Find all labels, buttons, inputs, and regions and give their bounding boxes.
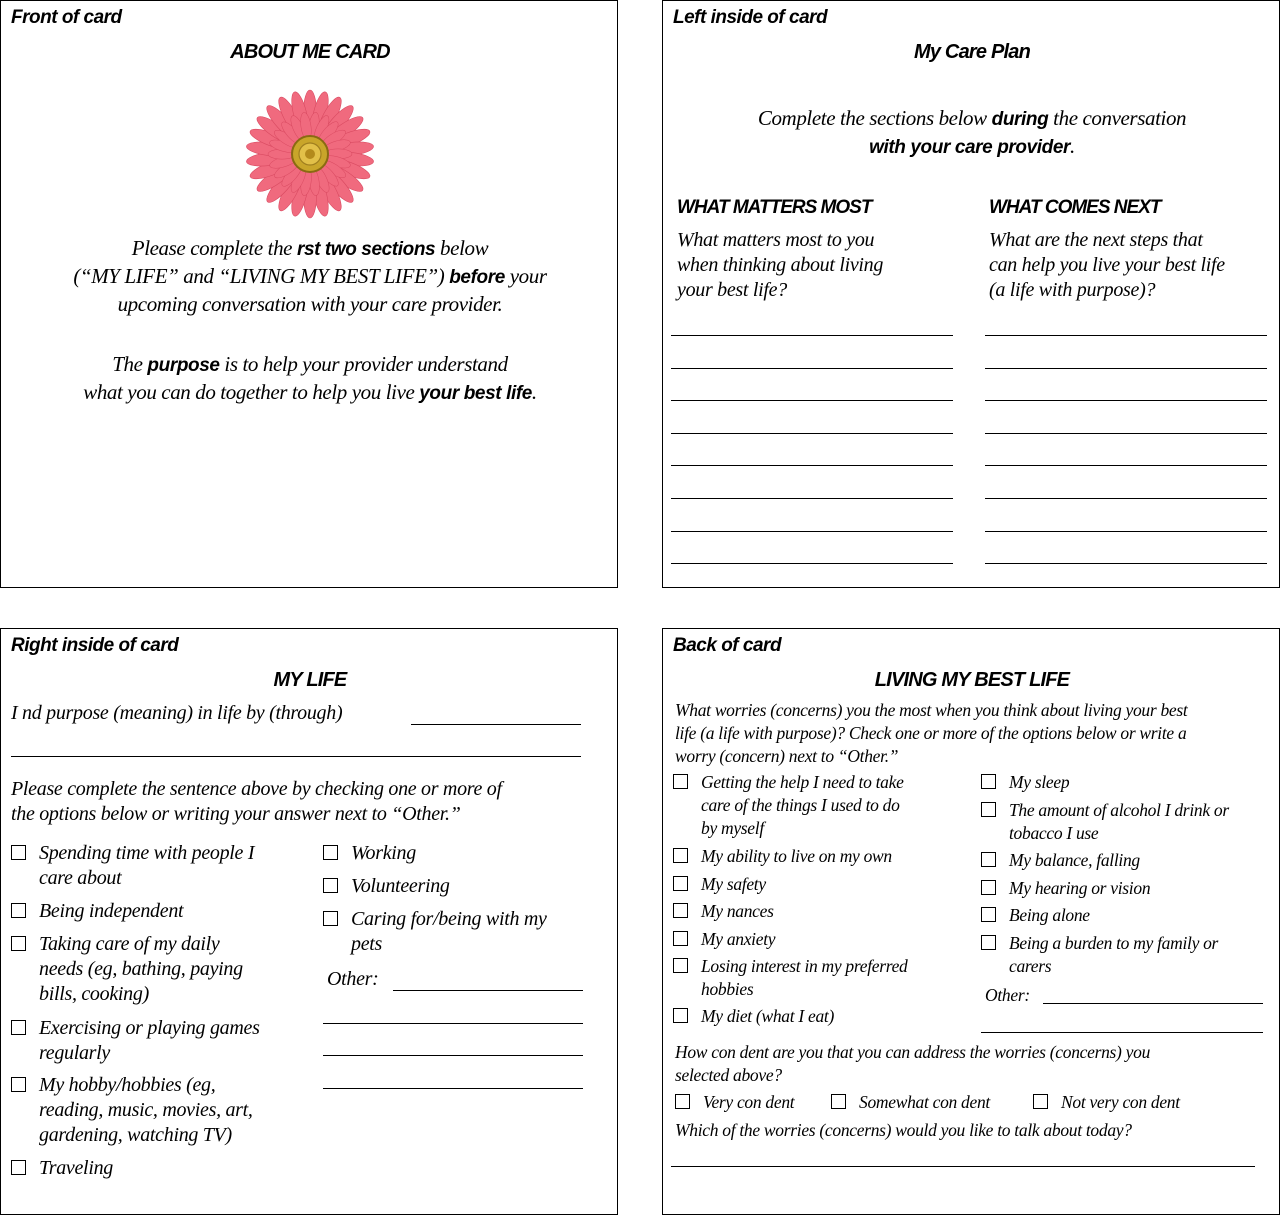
instruction-line: Please complete the sentence above by checking one or more of xyxy=(11,778,502,800)
option-label xyxy=(981,849,1140,872)
intro-text: the conversation xyxy=(1048,106,1187,130)
checkbox[interactable] xyxy=(11,1160,26,1175)
option-line: by myself xyxy=(701,818,764,838)
option-label xyxy=(673,955,908,1001)
option-line: hobbies xyxy=(701,979,754,999)
what-matters-heading: WHAT MATTERS MOST xyxy=(677,197,872,218)
checkbox[interactable] xyxy=(981,880,996,895)
intro-bold: during xyxy=(991,109,1049,130)
option-line: care of the things I used to do xyxy=(701,795,900,815)
back-of-card-panel xyxy=(662,628,1280,1215)
card-title: My Care Plan xyxy=(913,41,1030,63)
other-answer-line[interactable] xyxy=(323,1088,583,1089)
option-line: Exercising or playing games xyxy=(39,1017,260,1039)
option-line: tobacco I use xyxy=(1009,823,1099,843)
option-line: Losing interest in my preferred xyxy=(701,956,908,976)
option-line: Getting the help I need to take xyxy=(701,772,904,792)
instruction-line: the options below or writing your answer next to “Other.” xyxy=(11,803,461,825)
option-line: regularly xyxy=(39,1042,110,1064)
option-label xyxy=(11,841,254,891)
option-label xyxy=(11,932,243,1007)
question-line: What are the next steps that xyxy=(989,229,1203,251)
checkbox[interactable] xyxy=(673,931,688,946)
what-comes-next-question xyxy=(989,228,1225,303)
purpose-answer-line[interactable] xyxy=(411,724,581,725)
care-plan-intro xyxy=(663,105,1280,161)
other-answer-line[interactable] xyxy=(323,1023,583,1024)
confidence-question xyxy=(675,1041,1150,1087)
option-line: carers xyxy=(1009,956,1052,976)
my-life-option[interactable] xyxy=(11,1073,253,1148)
writing-line[interactable] xyxy=(985,531,1267,532)
panel-label: Right inside of card xyxy=(11,635,179,656)
option-line: My hobby/hobbies (eg, xyxy=(39,1074,216,1096)
option-line: My ability to live on my own xyxy=(701,846,892,866)
option-line: Being alone xyxy=(1009,905,1090,925)
other-answer-line[interactable] xyxy=(323,1055,583,1056)
option-line: Spending time with people I xyxy=(39,842,255,864)
option-line: pets xyxy=(351,933,383,955)
option-label xyxy=(673,1005,834,1028)
option-line: My hearing or vision xyxy=(1009,878,1151,898)
purpose-prompt: I nd purpose (meaning) in life by (through) xyxy=(11,702,343,724)
worry-option[interactable] xyxy=(673,928,775,951)
purpose-text: is to help your provider understand xyxy=(219,352,508,376)
checkbox[interactable] xyxy=(323,911,338,926)
purpose-text: . xyxy=(531,380,537,404)
writing-line[interactable] xyxy=(671,563,953,564)
instr-text: upcoming conversation with your care provider. xyxy=(117,292,503,316)
my-life-option[interactable] xyxy=(11,1016,260,1066)
option-label xyxy=(981,932,1218,978)
option-label xyxy=(11,1016,260,1066)
option-line: My anxiety xyxy=(701,929,776,949)
option-line: bills, cooking) xyxy=(39,983,149,1005)
purpose-text: The xyxy=(112,352,148,376)
worry-option[interactable] xyxy=(673,873,766,896)
option-label xyxy=(981,904,1090,927)
checkbox[interactable] xyxy=(831,1094,846,1109)
writing-line[interactable] xyxy=(985,498,1267,499)
question-line: How con dent are you that you can address the worries (concerns) you xyxy=(675,1042,1151,1062)
question-line: What matters most to you xyxy=(677,229,875,251)
checkbox[interactable] xyxy=(675,1094,690,1109)
right-inside-panel xyxy=(0,628,618,1215)
option-label xyxy=(323,874,450,899)
worry-option[interactable] xyxy=(981,904,1090,927)
option-line: Being a burden to my family or xyxy=(1009,933,1219,953)
gerbera-daisy-icon xyxy=(245,89,375,219)
checkbox[interactable] xyxy=(981,907,996,922)
option-label xyxy=(11,899,183,924)
option-label xyxy=(673,928,775,951)
checkbox[interactable] xyxy=(11,903,26,918)
confidence-option-somewhat[interactable] xyxy=(831,1091,990,1114)
option-line: My balance, falling xyxy=(1009,850,1140,870)
other-label: Other: xyxy=(327,968,379,990)
writing-line[interactable] xyxy=(671,335,953,336)
confidence-option-not-very[interactable] xyxy=(1033,1091,1180,1114)
checkbox[interactable] xyxy=(1033,1094,1048,1109)
option-line: reading, music, movies, art, xyxy=(39,1099,253,1121)
worry-option[interactable] xyxy=(981,932,1218,978)
checkbox[interactable] xyxy=(11,1077,26,1092)
checkbox[interactable] xyxy=(11,845,26,860)
option-line: care about xyxy=(39,867,122,889)
worry-option[interactable] xyxy=(981,877,1150,900)
checkbox[interactable] xyxy=(673,774,688,789)
question-line: when thinking about living xyxy=(677,254,884,276)
instr-bold: before xyxy=(449,267,505,288)
checkbox[interactable] xyxy=(981,935,996,950)
option-line: The amount of alcohol I drink or xyxy=(1009,800,1229,820)
question-line: can help you live your best life xyxy=(989,254,1225,276)
my-life-instruction xyxy=(11,777,502,827)
writing-line[interactable] xyxy=(985,563,1267,564)
panel-label: Back of card xyxy=(673,635,782,656)
confidence-option-very[interactable] xyxy=(675,1091,794,1114)
purpose-paragraph xyxy=(1,351,619,407)
option-label xyxy=(981,799,1229,845)
question-line: selected above? xyxy=(675,1065,782,1085)
option-label xyxy=(673,845,892,868)
talk-today-question: Which of the worries (concerns) would you like to talk about today? xyxy=(675,1120,1132,1140)
worry-option[interactable] xyxy=(673,955,908,1001)
worry-option[interactable] xyxy=(981,849,1140,872)
card-title: LIVING MY BEST LIFE xyxy=(874,669,1070,691)
option-line: My diet (what I eat) xyxy=(701,1006,834,1026)
option-line: My safety xyxy=(701,874,766,894)
option-label xyxy=(11,1156,113,1181)
purpose-text: what you can do together to help you live xyxy=(83,380,420,404)
writing-line[interactable] xyxy=(985,433,1267,434)
option-line: Traveling xyxy=(39,1157,113,1179)
other-label: Other: xyxy=(985,985,1030,1005)
checkbox[interactable] xyxy=(981,852,996,867)
checkbox[interactable] xyxy=(673,903,688,918)
writing-line[interactable] xyxy=(671,433,953,434)
my-life-option[interactable] xyxy=(11,932,243,1007)
checkbox[interactable] xyxy=(981,802,996,817)
my-life-option[interactable] xyxy=(323,841,416,866)
writing-line[interactable] xyxy=(671,368,953,369)
instr-text: below xyxy=(435,236,489,260)
checkbox[interactable] xyxy=(11,1020,26,1035)
card-title: ABOUT ME CARD xyxy=(230,41,390,63)
intro-bold: with your care provider xyxy=(869,137,1071,158)
writing-line[interactable] xyxy=(671,531,953,532)
left-inside-panel xyxy=(662,0,1280,588)
option-line: needs (eg, bathing, paying xyxy=(39,958,243,980)
option-label: Somewhat con dent xyxy=(859,1092,990,1112)
writing-line[interactable] xyxy=(985,335,1267,336)
worry-option[interactable] xyxy=(673,900,774,923)
option-label: Very con dent xyxy=(703,1092,795,1112)
checkbox[interactable] xyxy=(673,1008,688,1023)
checkbox[interactable] xyxy=(673,848,688,863)
my-life-option[interactable] xyxy=(11,841,254,891)
option-label xyxy=(981,877,1150,900)
writing-line[interactable] xyxy=(671,400,953,401)
option-label: Not very con dent xyxy=(1061,1092,1180,1112)
instr-text: Please complete the xyxy=(131,236,297,260)
option-line: Volunteering xyxy=(351,875,450,897)
checkbox[interactable] xyxy=(11,936,26,951)
option-line: My nances xyxy=(701,901,774,921)
purpose-bold: your best life xyxy=(419,383,532,404)
intro-text: Complete the sections below xyxy=(757,106,992,130)
instr-bold: rst two sections xyxy=(296,239,436,260)
instr-text: (“MY LIFE” and “LIVING MY BEST LIFE”) xyxy=(73,264,450,288)
front-of-card-panel xyxy=(0,0,618,588)
other-answer-line[interactable] xyxy=(393,990,583,991)
option-label xyxy=(673,900,774,923)
my-life-option[interactable] xyxy=(11,899,183,924)
writing-line[interactable] xyxy=(671,465,953,466)
checkbox[interactable] xyxy=(673,876,688,891)
worry-option[interactable] xyxy=(673,845,892,868)
question-line: worry (concern) next to “Other.” xyxy=(675,746,899,766)
question-line: your best life? xyxy=(677,279,787,301)
worry-option[interactable] xyxy=(981,799,1229,845)
what-comes-next-heading: WHAT COMES NEXT xyxy=(989,197,1161,218)
option-label xyxy=(11,1073,253,1148)
purpose-bold: purpose xyxy=(147,355,220,376)
checkbox[interactable] xyxy=(323,878,338,893)
checkbox[interactable] xyxy=(673,958,688,973)
talk-today-answer-line[interactable] xyxy=(671,1166,1255,1167)
option-line: gardening, watching TV) xyxy=(39,1124,232,1146)
writing-line[interactable] xyxy=(671,498,953,499)
question-line: life (a life with purpose)? Check one or more of the options below or write a xyxy=(675,723,1187,743)
option-line: Taking care of my daily xyxy=(39,933,220,955)
panel-label: Front of card xyxy=(11,7,122,28)
worry-option[interactable] xyxy=(673,771,904,840)
other-answer-line[interactable] xyxy=(981,1032,1263,1033)
what-matters-question xyxy=(677,228,883,303)
intro-text: . xyxy=(1070,134,1075,158)
panel-label: Left inside of card xyxy=(673,7,828,28)
card-title: MY LIFE xyxy=(273,669,347,691)
worry-option[interactable] xyxy=(981,771,1069,794)
instr-text: your xyxy=(504,264,547,288)
option-line: Working xyxy=(351,842,416,864)
question-line: (a life with purpose)? xyxy=(989,279,1156,301)
writing-line[interactable] xyxy=(985,400,1267,401)
writing-line[interactable] xyxy=(985,368,1267,369)
my-life-option[interactable] xyxy=(323,907,547,957)
my-life-option[interactable] xyxy=(11,1156,113,1181)
instructions-paragraph xyxy=(1,235,619,317)
other-answer-line[interactable] xyxy=(1043,1003,1263,1004)
option-line: Being independent xyxy=(39,900,184,922)
option-line: My sleep xyxy=(1009,772,1070,792)
worries-question xyxy=(675,699,1187,768)
question-line: What worries (concerns) you the most when you think about living your best xyxy=(675,700,1188,720)
checkbox[interactable] xyxy=(981,774,996,789)
checkbox[interactable] xyxy=(323,845,338,860)
purpose-answer-line[interactable] xyxy=(11,756,581,757)
option-label xyxy=(673,771,904,840)
writing-line[interactable] xyxy=(985,465,1267,466)
my-life-option[interactable] xyxy=(323,874,450,899)
option-line: Caring for/being with my xyxy=(351,908,547,930)
option-label xyxy=(323,907,547,957)
worry-option[interactable] xyxy=(673,1005,834,1028)
